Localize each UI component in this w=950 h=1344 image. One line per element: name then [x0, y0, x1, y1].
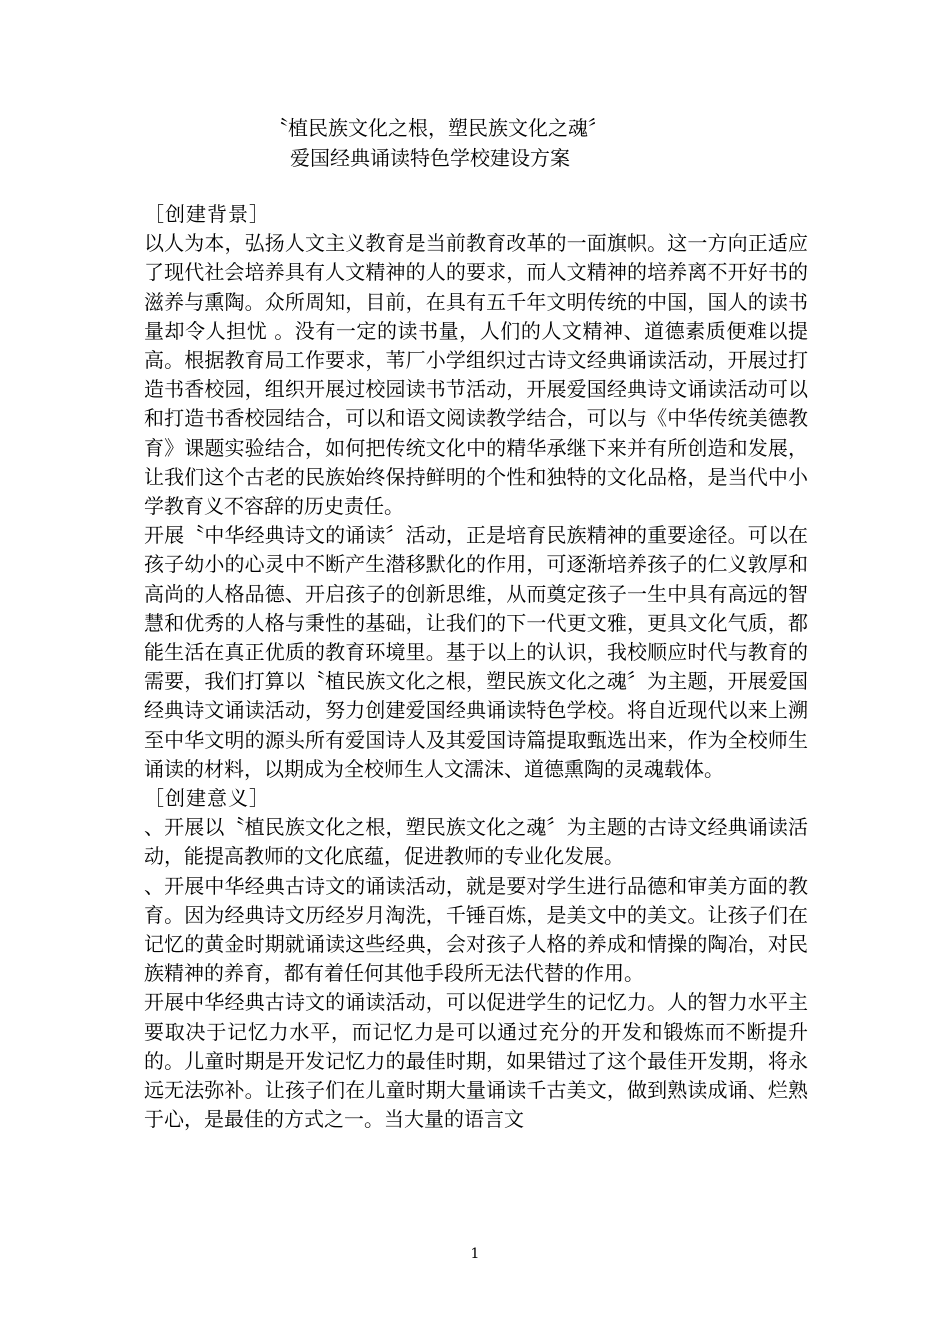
- document-body: [144, 200, 808, 1135]
- section-heading-significance: ［创建意义］: [144, 786, 270, 811]
- page-number: 1: [470, 1246, 480, 1262]
- paragraph-significance-1: 、开展以〝植民族文化之根，塑民族文化之魂〞为主题的古诗文经典诵读活动，能提高教师的文化底蕴，促进教师的专业化发展。: [144, 815, 808, 869]
- document-title-line1: 〝植民族文化之根，塑民族文化之魂〞: [268, 116, 608, 140]
- paragraph-background-2: 开展〝中华经典诗文的诵读〞活动，正是培育民族精神的重要途径。可以在孩子幼小的心灵中不断产生潜移默化的作用，可逐渐培养孩子的仁义敦厚和高尚的人格品德、开启孩子的创新思维，从而奠定孩子一生中具有高远的智慧和优秀的人格与秉性的基础，让我们的下一代更文雅，更具文化气质，都能生活在真正优质的教育环境里。基于以上的认识，我校顺应时代与教育的需要，我们打算以〝植民族文化之根，塑民族文化之魂〞为主题，开展爱国经典诗文诵读活动，努力创建爱国经典诵读特色学校。将自近现代以来上溯至中华文明的源头所有爱国诗人及其爱国诗篇提取甄选出来，作为全校师生诵读的材料，以期成为全校师生人文濡沫、道德熏陶的灵魂载体。: [144, 523, 808, 781]
- section-heading-background: ［创建背景］: [144, 202, 270, 226]
- paragraph-significance-3: 开展中华经典古诗文的诵读活动，可以促进学生的记忆力。人的智力水平主要取决于记忆力水平，而记忆力是可以通过充分的开发和锻炼而不断提升的。儿童时期是开发记忆力的最佳时期，如果错过了这个最佳开发期，将永远无法弥补。让孩子们在儿童时期大量诵读千古美文，做到熟读成诵、烂熟于心，是最佳的方式之一。当大量的语言文: [144, 990, 808, 1132]
- marker-row: [148, 171, 808, 187]
- paragraph-background-1: 以人为本，弘扬人文主义教育是当前教育改革的一面旗帜。这一方向正适应了现代社会培养具有人文精神的人的要求，而人文精神的培养离不开好书的滋养与熏陶。众所周知，目前，在具有五千年文明传统的中国，国人的读书量却令人担忧 。没有一定的读书量，人们的人文精神、道德素质便难以提高。根据教育局工作要求，苇厂小学组织过古诗文经典诵读活动，开展过打造书香校园，组织开展过校园读书节活动，开展爱国经典诗文诵读活动可以和打造书香校园结合，可以和语文阅读教学结合，可以与《中华传统美德教育》课题实验结合，如何把传统文化中的精华承继下来并有所创造和发展，让我们这个古老的民族始终保持鲜明的个性和独特的文化品格，是当代中小学教育义不容辞的历史责任。: [144, 231, 808, 519]
- document-title-line2: 爱国经典诵读特色学校建设方案: [290, 146, 570, 170]
- paragraph-significance-2: 、开展中华经典古诗文的诵读活动，就是要对学生进行品德和审美方面的教育。因为经典诗文历经岁月淘洗，千锤百炼，是美文中的美文。让孩子们在记忆的黄金时期就诵读这些经典，会对孩子人格的养成和情操的陶冶，对民族精神的养育，都有着任何其他手段所无法代替的作用。: [144, 873, 808, 986]
